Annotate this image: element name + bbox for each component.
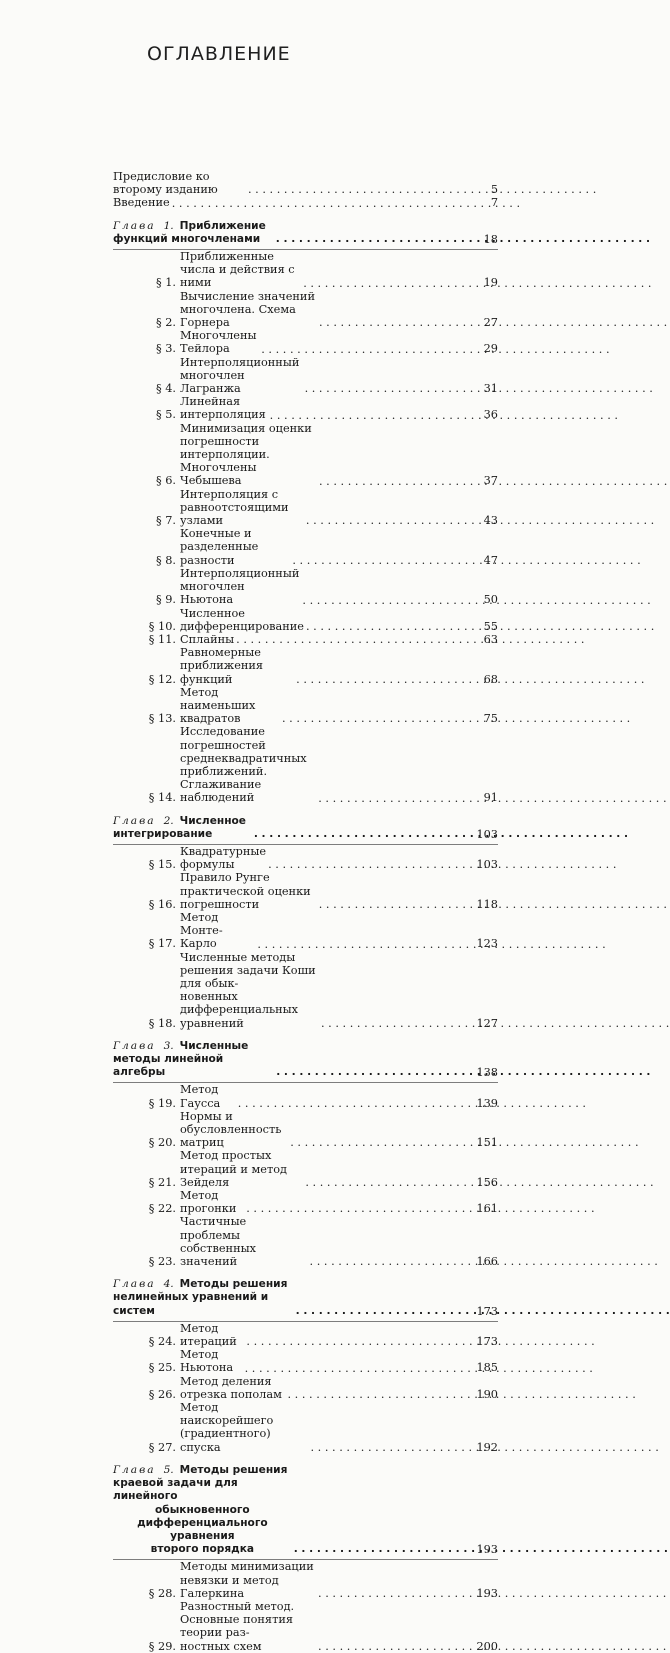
chapter-label: Глава [113,814,156,827]
section-number: § 8. [155,553,176,567]
section-title: Исследование погрешностей среднеквадратичных [180,725,307,765]
section-title: Интерполяционный многочлен Лагранжа [180,355,300,396]
leader-dots [270,409,474,422]
chapter-title-block [113,1464,292,1556]
toc-entry[interactable] [113,1560,498,1600]
leader-dots [287,1388,474,1401]
section-number: § 28. [148,1586,176,1600]
page-number: 123 [476,937,498,951]
section-title: Частичные проблемы собственных значений [180,1215,256,1269]
chapter-title: Приближение функций многочленами [113,219,266,245]
chapter-number: 5. [163,1463,174,1476]
page-number: 18 [483,232,498,246]
toc-entry[interactable] [113,725,498,804]
leader-dots [292,554,474,567]
page-number: 103 [476,858,498,872]
toc-entry[interactable] [113,196,498,209]
toc-entry[interactable] [113,871,498,911]
chapter-title-block [113,815,252,841]
section-title: Интерполяционный многочлен Ньютона [180,566,300,607]
page-number: 27 [483,316,498,330]
toc-entry[interactable] [113,845,498,871]
section-title: Линейная интерполяция [180,395,266,422]
page-number: 7 [490,196,498,210]
section-title: Сплайны [180,632,235,646]
toc-entry[interactable] [113,633,498,646]
chapter-label: Глава [113,1463,156,1476]
section-title: Приближенные числа и действия с ними [180,250,295,290]
toc-entry[interactable] [113,686,498,726]
chapter-heading[interactable] [113,815,498,841]
section-title: Нормы и обусловленность матриц [180,1109,282,1150]
section-title: Метод деления отрезка пополам [180,1374,282,1401]
section-number: § 20. [148,1136,176,1150]
section-title: Метод итераций [180,1321,237,1349]
page-number: 173 [476,1304,498,1318]
section-title: ностных схем [180,1639,262,1653]
section-number: § 17. [148,937,176,951]
section-number: § 3. [155,342,176,356]
chapter-heading[interactable] [113,1040,498,1080]
page-number: 166 [476,1255,498,1269]
chapter-number: 4. [163,1278,174,1291]
section-title: Многочлены Чебышева [180,461,257,488]
page-number: 47 [483,553,498,567]
section-number: § 18. [148,1016,176,1030]
section-title: Численные методы решения задачи Коши для обык- [180,950,316,990]
chapter-label: Глава [113,1039,156,1052]
chapter-heading[interactable] [113,220,498,246]
chapter-title-block [113,1040,274,1080]
toc-entry[interactable] [113,356,498,396]
section-number: § 14. [148,791,176,805]
page-number: 36 [483,408,498,422]
section-number: § 29. [148,1639,176,1653]
leader-dots [276,1066,474,1079]
toc-entry[interactable] [113,607,498,633]
page-number: 43 [483,514,498,528]
page-number: 55 [483,619,498,633]
section-title: Многочлены Тейлора [180,329,257,356]
section-number: § 5. [155,408,176,422]
section-title: Метод Гаусса [180,1083,221,1110]
leader-dots [246,1202,474,1215]
leader-dots [296,673,474,686]
leader-dots [245,1362,474,1375]
leader-dots [306,514,474,527]
section-title: новенных дифференциальных уравнений [180,990,299,1030]
page-number: 193 [476,1543,498,1557]
leader-dots [246,1335,474,1348]
section-title: приближений. Сглаживание наблюдений [180,764,268,805]
chapter-number: 2. [163,814,174,827]
section-number: § 12. [148,672,176,686]
leader-dots [303,277,474,290]
section-number: § 16. [148,897,176,911]
page-number: 103 [476,827,498,841]
leader-dots [305,1176,474,1189]
chapter-title: Численное интегрирование [113,814,246,840]
page-number: 37 [483,474,498,488]
page-number: 29 [483,342,498,356]
section-title: Минимизация оценки погрешности интерполяции. [180,421,312,462]
section-number: § 4. [155,382,176,396]
page-title: ОГЛАВЛЕНИЕ [147,43,291,65]
toc-entry[interactable] [113,1215,498,1268]
leader-dots [310,1441,474,1454]
toc-entry[interactable] [113,1401,498,1454]
leader-dots [318,792,474,805]
chapter-heading[interactable] [113,1464,498,1556]
page-number: 156 [476,1175,498,1189]
leader-dots [276,233,474,246]
section-title: Метод прогонки [180,1189,237,1216]
leader-dots [306,620,474,633]
entry-title: Введение [113,196,170,210]
entry-title: Предисловие ко второму изданию [113,170,218,197]
section-number: § 15. [148,858,176,872]
section-number: § 10. [148,619,176,633]
leader-dots [319,898,474,911]
section-title: Интерполяция с равноотстоящими узлами [180,487,289,528]
page-number: 173 [476,1335,498,1349]
section-number: § 11. [148,632,176,646]
leader-dots [236,633,474,646]
leader-dots [296,1305,474,1318]
section-title: Правило Рунге практической оценки погрешности [180,871,311,911]
section-title: Разностный метод. Основные понятия теории раз- [180,1599,295,1640]
chapter-title: Численные методы линейной алгебры [113,1039,249,1079]
chapter-title: обыкновенного дифференциального уравнения [137,1503,268,1542]
page-number: 68 [483,672,498,686]
section-title: Конечные и разделенные разности [180,527,259,567]
section-title: Метод наискорейшего (градиентного) спуска [180,1401,274,1454]
section-number: § 24. [148,1335,176,1349]
toc-entry[interactable] [113,329,498,355]
leader-dots [257,938,474,951]
section-number: § 19. [148,1096,176,1110]
toc-entry[interactable] [113,1348,498,1374]
toc-entry[interactable] [113,488,498,528]
toc-entry[interactable] [113,395,498,421]
section-number: § 7. [155,514,176,528]
leader-dots [261,343,474,356]
toc-entry[interactable] [113,646,498,686]
section-number: § 1. [155,276,176,290]
toc-entry[interactable] [113,1322,498,1348]
leader-dots [318,1587,474,1600]
section-number: § 22. [148,1202,176,1216]
toc-entry[interactable] [113,951,498,1030]
section-number: § 2. [155,316,176,330]
section-title: Методы минимизации невязки и метод Галеркина [180,1560,314,1600]
toc-entry[interactable] [113,1149,498,1189]
toc-entry[interactable] [113,1600,498,1653]
page-number: 127 [476,1016,498,1030]
chapter-title-block [113,1278,294,1318]
page-number: 91 [483,791,498,805]
page-number: 31 [483,382,498,396]
leader-dots [321,1017,474,1030]
toc-entry[interactable] [113,422,498,488]
page-number: 151 [476,1136,498,1150]
page-number: 200 [476,1639,498,1653]
section-title: Метод Ньютона [180,1348,234,1375]
toc-entry[interactable] [113,567,498,607]
section-number: § 6. [155,474,176,488]
leader-dots [172,197,474,210]
page-number: 161 [476,1202,498,1216]
section-number: § 27. [148,1440,176,1454]
chapter-title-block [113,220,274,246]
chapter-title: Методы решения краевой задачи для линейного [113,1463,288,1503]
page-number: 138 [476,1066,498,1080]
leader-dots [268,858,474,871]
toc-entry[interactable] [113,1083,498,1109]
leader-dots [282,712,474,725]
page-number: 192 [476,1440,498,1454]
page-number: 190 [476,1387,498,1401]
section-number: § 13. [148,712,176,726]
section-number: § 21. [148,1175,176,1189]
leader-dots [310,1255,474,1268]
toc-entry[interactable] [113,1375,498,1401]
section-title: Численное дифференцирование [180,606,304,633]
leader-dots [238,1097,474,1110]
chapter-label: Глава [113,1278,156,1291]
section-number: § 25. [148,1361,176,1375]
page-number: 75 [483,712,498,726]
chapter-label: Глава [113,219,156,232]
section-title: Вычисление значений многочлена. Схема Горнера [180,289,315,330]
page-number: 193 [476,1586,498,1600]
section-title: Квадратурные формулы [180,844,267,872]
toc-entry[interactable] [113,527,498,567]
leader-dots [305,382,474,395]
section-title: Метод Монте-Карло [180,910,223,951]
leader-dots [294,1543,474,1556]
section-number: § 23. [148,1255,176,1269]
page-number: 139 [476,1096,498,1110]
leader-dots [319,316,474,329]
page-number: 185 [476,1361,498,1375]
toc-entry[interactable] [113,911,498,951]
leader-dots [318,1640,474,1653]
leader-dots [254,828,474,841]
table-of-contents [113,170,498,1653]
leader-dots [319,475,474,488]
section-title: Метод простых итераций и метод Зейделя [180,1149,287,1189]
leader-dots [302,594,474,607]
page-number: 118 [476,897,498,911]
section-number: § 9. [155,593,176,607]
chapter-title: Методы решения нелинейных уравнений и систем [113,1278,288,1317]
chapter-title: второго порядка [150,1543,255,1556]
toc-entry[interactable] [113,1189,498,1215]
section-number: § 26. [148,1387,176,1401]
page-number: 63 [483,632,498,646]
toc-entry[interactable] [113,250,498,290]
toc-entry[interactable] [113,290,498,330]
section-title: Метод наименьших квадратов [180,685,256,726]
page-number: 50 [483,593,498,607]
section-title: Равномерные приближения функций [180,646,264,686]
page-number: 5 [490,183,498,197]
chapter-heading[interactable] [113,1278,498,1318]
leader-dots [290,1136,474,1149]
toc-entry[interactable] [113,170,498,196]
toc-entry[interactable] [113,1110,498,1150]
chapter-number: 3. [163,1039,174,1052]
chapter-number: 1. [163,219,174,232]
leader-dots [248,183,474,196]
page-number: 19 [483,276,498,290]
